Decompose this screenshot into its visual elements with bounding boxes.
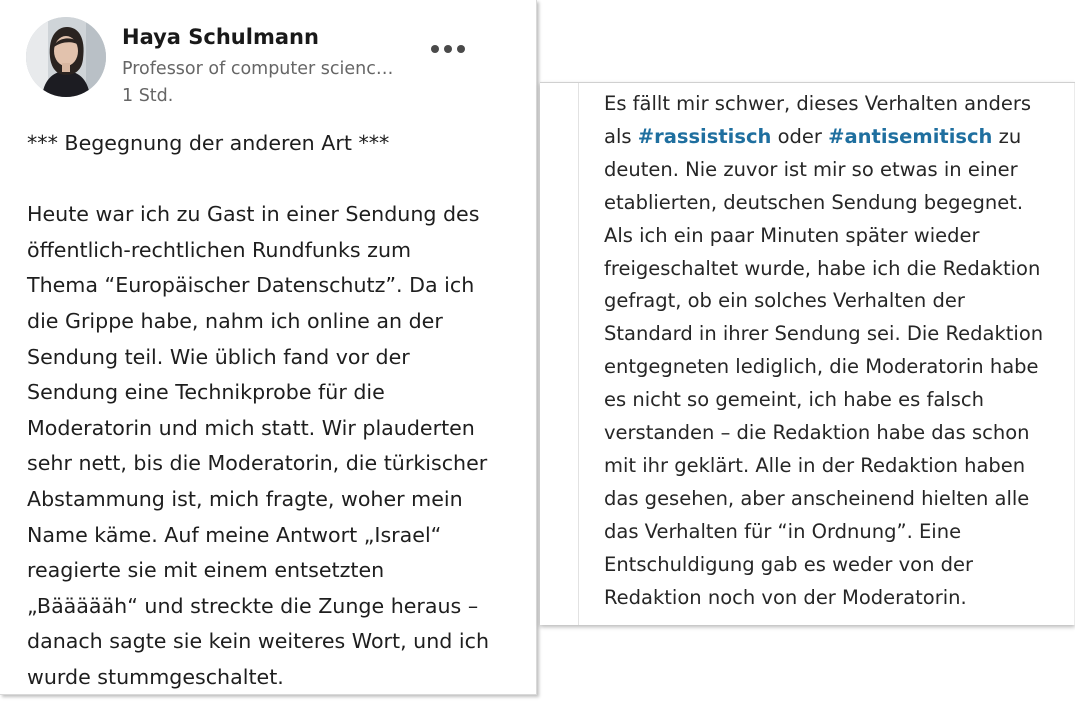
author-avatar[interactable] <box>26 17 106 97</box>
post-body-line: danach sagte sie kein weiteres Wort, und ich <box>27 629 489 654</box>
post-body-line: Thema “Europäischer Datenschutz”. Da ich <box>27 273 475 298</box>
post-body-line: die Grippe habe, nahm ich online an der <box>27 308 443 333</box>
more-options-button[interactable] <box>424 34 476 64</box>
paragraph-spacer <box>27 162 527 198</box>
author-name[interactable]: Haya Schulmann <box>122 25 319 49</box>
continuation-line: Entschuldigung gab es weder von der <box>604 552 974 576</box>
text-segment: als <box>604 124 638 148</box>
post-body-line: „Bäääääh“ und streckte die Zunge heraus – <box>27 593 479 618</box>
continuation-line: es nicht so gemeint, ich habe es falsch <box>604 388 984 412</box>
post-body-line: Sendung teil. Wie üblich fand vor der <box>27 344 410 369</box>
post-body-line: wurde stummgeschaltet. <box>27 664 284 689</box>
continuation-line: deuten. Nie zuvor ist mir so etwas in einer <box>604 157 1018 181</box>
continuation-line: etablierten, deutschen Sendung begegnet. <box>604 190 1024 214</box>
post-body <box>27 126 527 695</box>
continuation-line: Es fällt mir schwer, dieses Verhalten anders <box>604 92 1031 115</box>
continuation-line: Als ich ein paar Minuten später wieder <box>604 223 980 247</box>
post-body-line: sehr nett, bis die Moderatorin, die türkischer <box>27 451 488 476</box>
continuation-line: entgegneten lediglich, die Moderatorin habe <box>604 355 1039 379</box>
post-body-line: öffentlich-rechtlichen Rundfunks zum <box>27 237 412 262</box>
hashtag-link-rassistisch[interactable]: #rassistisch <box>637 124 772 148</box>
author-headline: Professor of computer scienc… <box>122 59 394 79</box>
post-body-line: Sendung eine Technikprobe für die <box>27 380 385 405</box>
continuation-line: Standard in ihrer Sendung sei. Die Redaktion <box>604 322 1044 346</box>
avatar-image <box>26 17 106 97</box>
continuation-text <box>604 88 1064 615</box>
continuation-line: das gesehen, aber anscheinend hielten alle <box>604 486 1030 510</box>
continuation-line: das Verhalten für “in Ordnung”. Eine <box>604 519 962 543</box>
hashtag-link-antisemitisch[interactable]: #antisemitisch <box>828 124 993 148</box>
continuation-line: mit ihr geklärt. Alle in der Redaktion haben <box>604 453 1026 477</box>
post-card <box>0 0 537 695</box>
post-body-line: Heute war ich zu Gast in einer Sendung des <box>27 202 480 227</box>
more-horizontal-icon <box>424 34 476 64</box>
continuation-line-hashtags <box>604 121 1064 154</box>
post-body-line: Abstammung ist, mich fragte, woher mein <box>27 486 463 511</box>
text-segment: oder <box>771 124 829 148</box>
continuation-line: gefragt, ob ein solches Verhalten der <box>604 289 965 313</box>
post-body-line: Moderatorin und mich statt. Wir plauderten <box>27 415 475 440</box>
post-title-line: *** Begegnung der anderen Art *** <box>27 131 390 155</box>
text-segment: zu <box>992 124 1022 148</box>
continuation-line: Redaktion noch von der Moderatorin. <box>604 585 967 609</box>
post-body-line: Name käme. Auf meine Antwort „Israel“ <box>27 522 442 547</box>
post-timestamp: 1 Std. <box>122 86 174 106</box>
post-body-line: reagierte sie mit einem entsetzten <box>27 558 385 583</box>
continuation-line: freigeschaltet wurde, habe ich die Redaktion <box>604 256 1041 280</box>
continuation-line: verstanden – die Redaktion habe das schon <box>604 421 1030 445</box>
